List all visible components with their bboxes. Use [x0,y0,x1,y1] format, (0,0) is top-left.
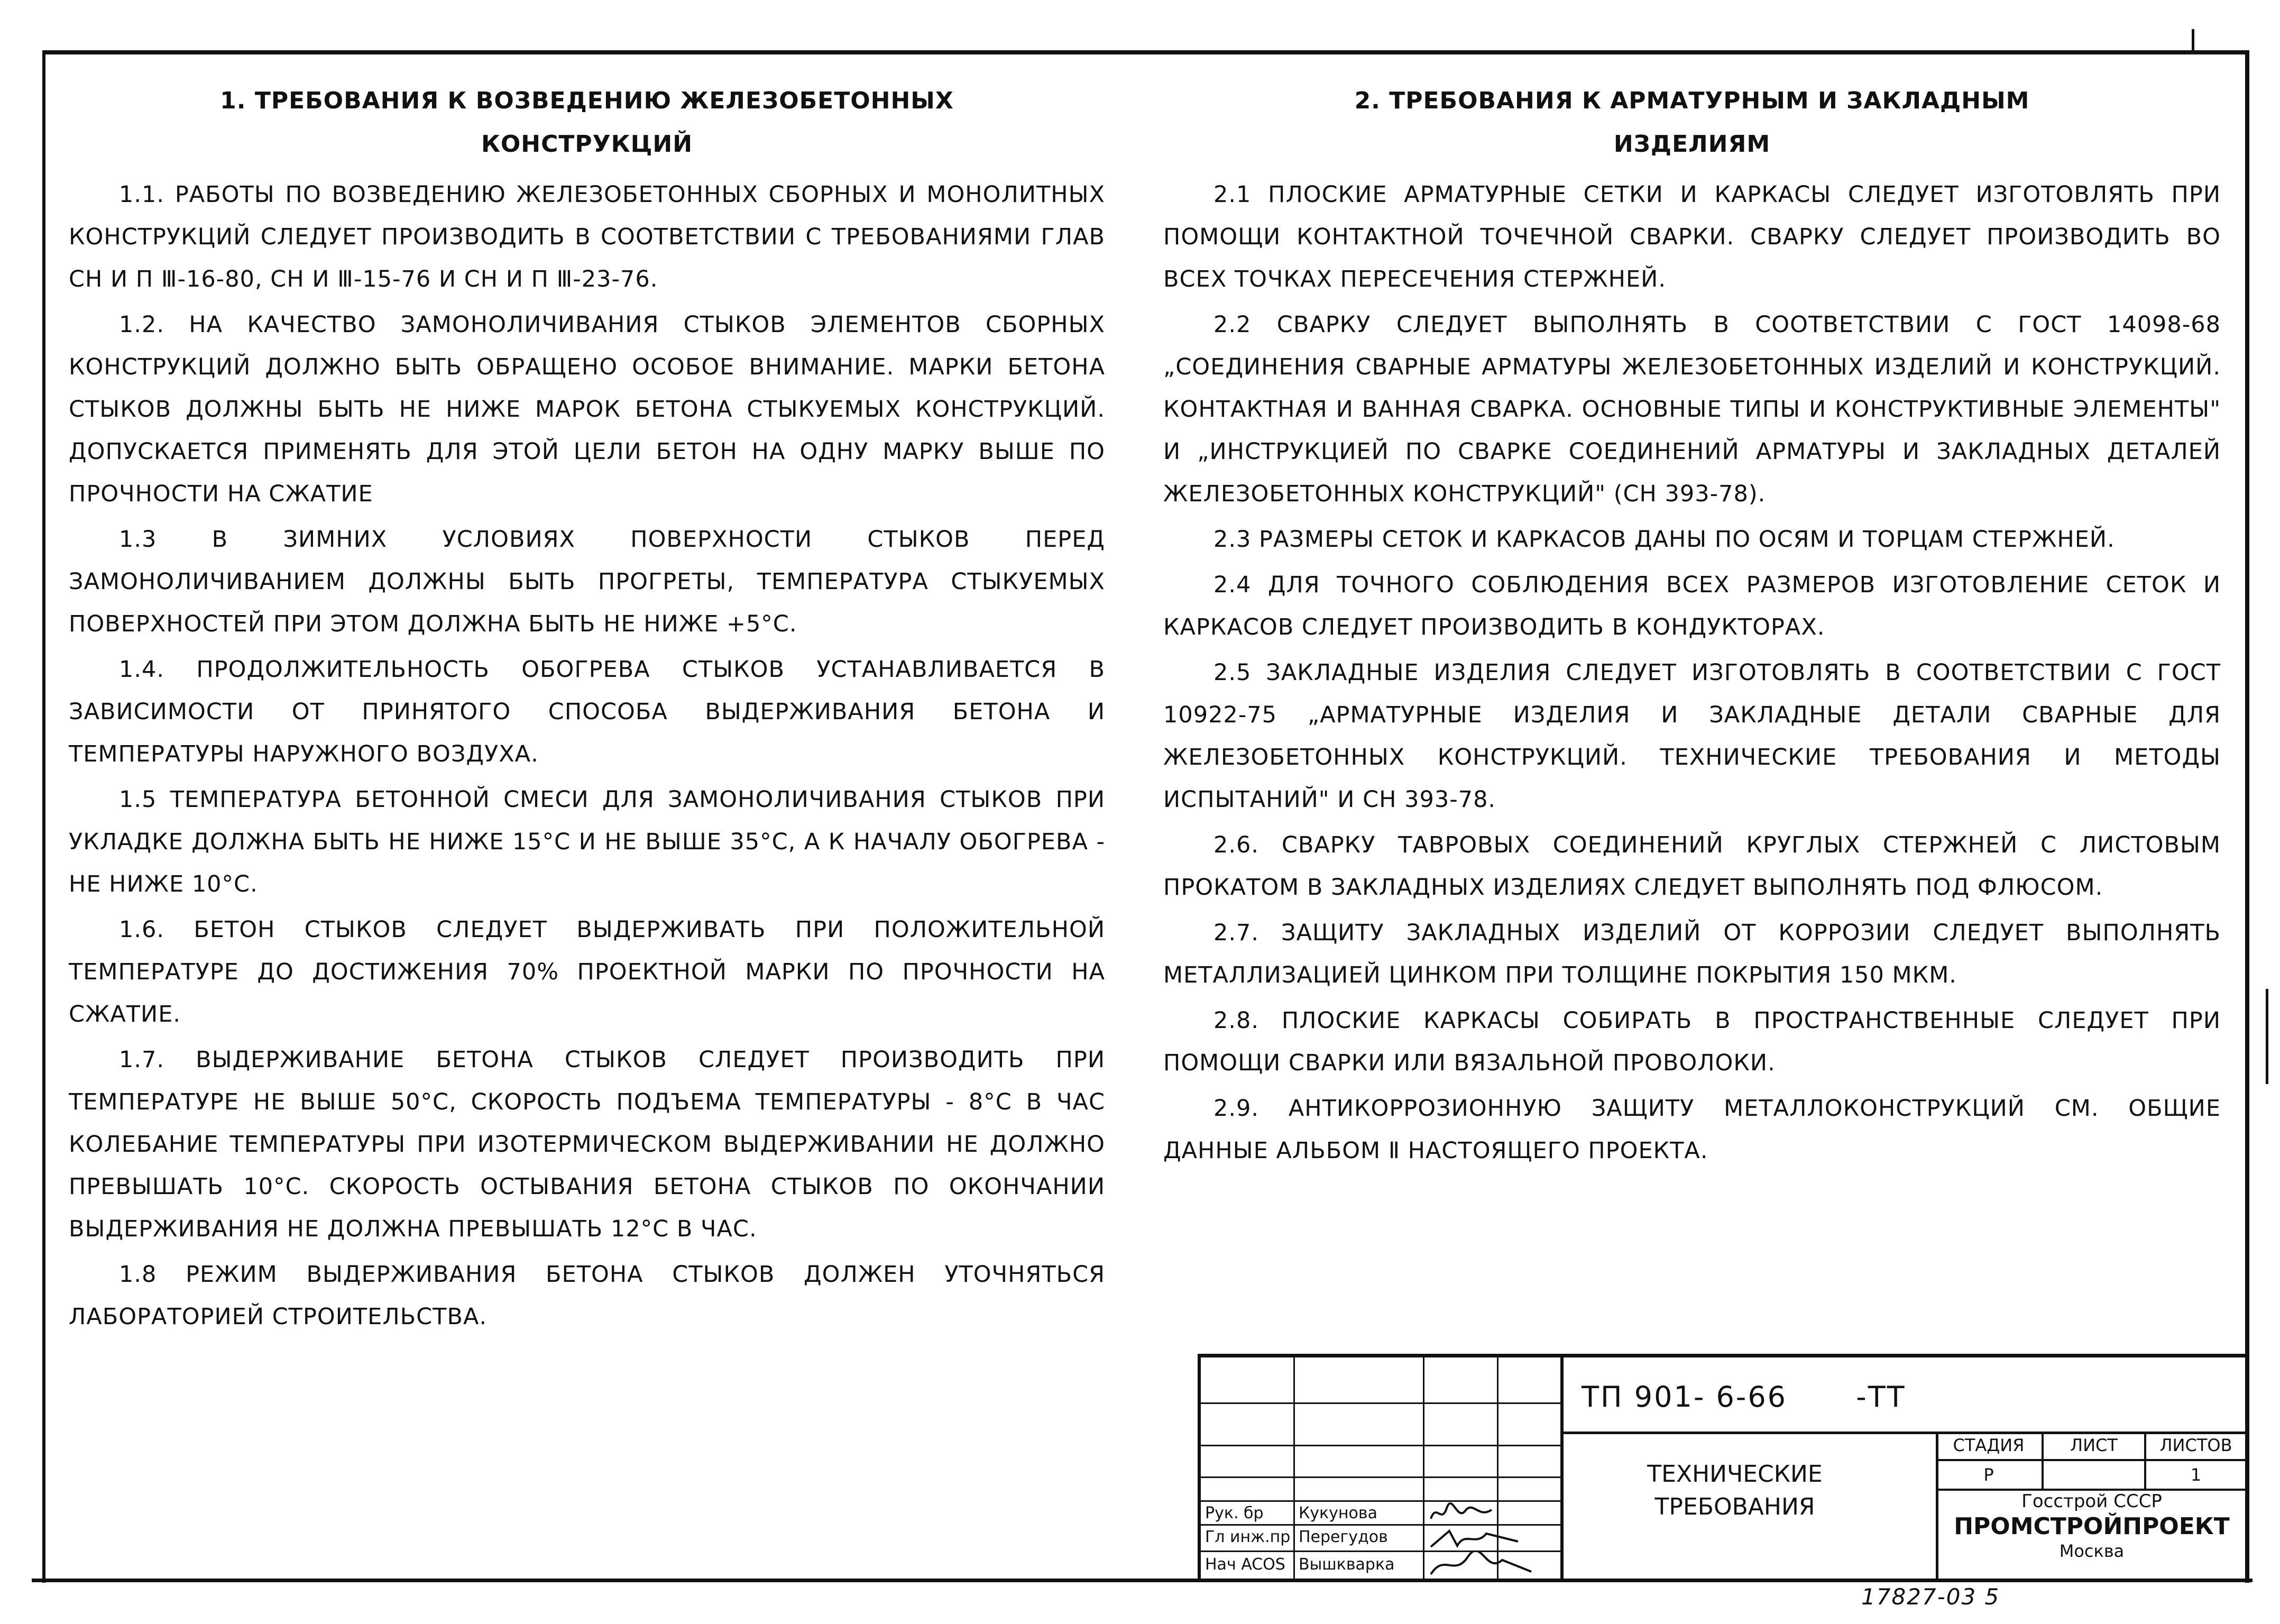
drawing-name: ТЕХНИЧЕСКИЕ ТРЕБОВАНИЯ [1647,1461,1823,1520]
section-2-heading [1163,79,2221,166]
grid-rule [1293,1357,1295,1582]
section-1 [69,79,1105,1341]
paragraph-1-3: 1.3 В ЗИМНИХ УСЛОВИЯХ ПОВЕРХНОСТИ СТЫКОВ ПЕРЕД ЗАМОНОЛИЧИВАНИЕМ ДОЛЖНЫ БЫТЬ ПРОГРЕТЫ, ТЕМПЕРАТУРА СТЫКУЕМЫХ ПОВЕРХНОСТЕЙ ПРИ ЭТОМ ДОЛЖНА БЫТЬ НЕ НИЖЕ +5°С. [69,526,1105,637]
paragraph-2-5: 2.5 ЗАКЛАДНЫЕ ИЗДЕЛИЯ СЛЕДУЕТ ИЗГОТОВЛЯТЬ В СООТВЕТСТВИИ С ГОСТ 10922-75 „АРМАТУРНЫЕ ИЗДЕЛИЯ И ЗАКЛАДНЫЕ ДЕТАЛИ СВАРНЫЕ ДЛЯ ЖЕЛЕЗОБЕТОННЫХ КОНСТРУКЦИЙ. ТЕХНИЧЕСКИЕ ТРЕБОВАНИЯ И МЕТОДЫ ИСПЫТАНИЙ" И СН 393-78. [1163,659,2221,813]
paragraph-2-7: 2.7. ЗАЩИТУ ЗАКЛАДНЫХ ИЗДЕЛИЙ ОТ КОРРОЗИИ СЛЕДУЕТ ВЫПОЛНЯТЬ МЕТАЛЛИЗАЦИЕЙ ЦИНКОМ ПРИ ТОЛЩИНЕ ПОКРЫТИЯ 150 МКМ. [1163,920,2221,988]
paragraph-2-2: 2.2 СВАРКУ СЛЕДУЕТ ВЫПОЛНЯТЬ В СООТВЕТСТВИИ С ГОСТ 14098-68 „СОЕДИНЕНИЯ СВАРНЫЕ АРМАТУРЫ ЖЕЛЕЗОБЕТОННЫХ ИЗДЕЛИЙ И КОНСТРУКЦИЙ. КОНТАКТНАЯ И ВАННАЯ СВАРКА. ОСНОВНЫЕ ТИПЫ И КОНСТРУКТИВНЫЕ ЭЛЕМЕНТЫ" И „ИНСТРУКЦИЕЙ ПО СВАРКЕ СОЕДИНЕНИЙ АРМАТУРЫ И ЗАКЛАДНЫХ ДЕТАЛЕЙ ЖЕЛЕЗОБЕТОННЫХ КОНСТРУКЦИЙ" (СН 393-78). [1163,311,2221,507]
signature-name: Перегудов [1299,1528,1388,1546]
signature-grid [1201,1357,1560,1582]
sheet-corner-mark [2192,29,2194,53]
sheet-header: ЛИСТ [2044,1432,2146,1459]
sheet-value [2044,1461,2146,1489]
section-1-heading [69,79,1105,166]
grid-rule [1201,1500,1560,1502]
organization-name: ПРОМСТРОЙПРОЕКТ [1954,1513,2230,1540]
signature-name: Вышкварка [1299,1555,1395,1574]
organization-ministry: Госстрой СССР [2021,1491,2162,1512]
document-code-number: ТП 901- 6-66 [1582,1380,1788,1414]
handwritten-signature [1428,1500,1497,1527]
paragraph-2-4: 2.4 ДЛЯ ТОЧНОГО СОБЛЮДЕНИЯ ВСЕХ РАЗМЕРОВ ИЗГОТОВЛЕНИЕ СЕТОК И КАРКАСОВ СЛЕДУЕТ ПРОИЗВОДИТЬ В КОНДУКТОРАХ. [1163,572,2221,640]
signature-role: Гл инж.пр [1205,1528,1291,1546]
paragraph-1-6: 1.6. БЕТОН СТЫКОВ СЛЕДУЕТ ВЫДЕРЖИВАТЬ ПРИ ПОЛОЖИТЕЛЬНОЙ ТЕМПЕРАТУРЕ ДО ДОСТИЖЕНИЯ 70% ПРОЕКТНОЙ МАРКИ ПО ПРОЧНОСТИ НА СЖАТИЕ. [69,916,1105,1027]
title-block [1198,1354,2248,1582]
signature-role: Нач ACOS [1205,1555,1285,1574]
grid-rule [1423,1357,1424,1582]
section-2 [1163,79,2221,1175]
paragraph-2-3: 2.3 РАЗМЕРЫ СЕТОК И КАРКАСОВ ДАНЫ ПО ОСЯМ И ТОРЦАМ СТЕРЖНЕЙ. [1213,526,2115,553]
paragraph-1-4: 1.4. ПРОДОЛЖИТЕЛЬНОСТЬ ОБОГРЕВА СТЫКОВ УСТАНАВЛИВАЕТСЯ В ЗАВИСИМОСТИ ОТ ПРИНЯТОГО СПОСОБА ВЫДЕРЖИВАНИЯ БЕТОНА И ТЕМПЕРАТУРЫ НАРУЖНОГО ВОЗДУХА. [69,656,1105,767]
archive-number: 17827-03 5 [1861,1584,2000,1610]
signature-role: Рук. бр [1205,1504,1264,1522]
paragraph-1-2: 1.2. НА КАЧЕСТВО ЗАМОНОЛИЧИВАНИЯ СТЫКОВ ЭЛЕМЕНТОВ СБОРНЫХ КОНСТРУКЦИЙ ДОЛЖНО БЫТЬ ОБРАЩЕНО ОСОБОЕ ВНИМАНИЕ. МАРКИ БЕТОНА СТЫКОВ ДОЛЖНЫ БЫТЬ НЕ НИЖЕ МАРОК БЕТОНА СТЫКУЕМЫХ КОНСТРУКЦИЙ. ДОПУСКАЕТСЯ ПРИМЕНЯТЬ ДЛЯ ЭТОЙ ЦЕЛИ БЕТОН НА ОДНУ МАРКУ ВЫШЕ ПО ПРОЧНОСТИ НА СЖАТИЕ [69,311,1105,507]
sheet-edge-mark [2266,989,2268,1084]
handwritten-signature [1428,1550,1534,1580]
section-2-heading-line2: ИЗДЕЛИЯМ [1613,131,1771,158]
paragraph-2-9: 2.9. АНТИКОРРОЗИОННУЮ ЗАЩИТУ МЕТАЛЛОКОНСТРУКЦИЙ СМ. ОБЩИЕ ДАННЫЕ АЛЬБОМ Ⅱ НАСТОЯЩЕГО ПРОЕКТА. [1163,1095,2221,1164]
grid-rule [1201,1402,1560,1404]
sheets-header: ЛИСТОВ [2159,1435,2232,1455]
title-block-divider [1560,1357,1564,1582]
stage-table-header [1936,1432,2248,1461]
paragraph-1-1: 1.1. РАБОТЫ ПО ВОЗВЕДЕНИЮ ЖЕЛЕЗОБЕТОННЫХ СБОРНЫХ И МОНОЛИТНЫХ КОНСТРУКЦИЙ СЛЕДУЕТ ПРОИЗВОДИТЬ В СООТВЕТСТВИИ С ТРЕБОВАНИЯМИ ГЛАВ СН И П Ⅲ-16-80, СН И Ⅲ-15-76 И СН И П Ⅲ-23-76. [69,181,1105,292]
paragraph-2-1: 2.1 ПЛОСКИЕ АРМАТУРНЫЕ СЕТКИ И КАРКАСЫ СЛЕДУЕТ ИЗГОТОВЛЯТЬ ПРИ ПОМОЩИ КОНТАКТНОЙ ТОЧЕЧНОЙ СВАРКИ. СВАРКУ СЛЕДУЕТ ПРОИЗВОДИТЬ ВО ВСЕХ ТОЧКАХ ПЕРЕСЕЧЕНИЯ СТЕРЖНЕЙ. [1163,181,2221,292]
paragraph-2-8: 2.8. ПЛОСКИЕ КАРКАСЫ СОБИРАТЬ В ПРОСТРАНСТВЕННЫЕ СЛЕДУЕТ ПРИ ПОМОЩИ СВАРКИ ИЛИ ВЯЗАЛЬНОЙ ПРОВОЛОКИ. [1163,1007,2221,1076]
stage-value: Р [1936,1461,2044,1489]
stage-header: СТАДИЯ [1936,1432,2044,1459]
section-2-heading-line1: 2. ТРЕБОВАНИЯ К АРМАТУРНЫМ И ЗАКЛАДНЫМ [1354,87,2030,114]
organization-city: Москва [2059,1541,2125,1561]
grid-rule [1201,1445,1560,1446]
organization-stamp [1936,1490,2248,1562]
document-code [1582,1371,2216,1424]
sheets-value: 1 [2190,1465,2202,1485]
section-1-heading-line2: КОНСТРУКЦИЙ [481,131,693,158]
section-1-heading-line1: 1. ТРЕБОВАНИЯ К ВОЗВЕДЕНИЮ ЖЕЛЕЗОБЕТОННЫХ [220,87,954,114]
grid-rule [1201,1476,1560,1478]
paragraph-1-7: 1.7. ВЫДЕРЖИВАНИЕ БЕТОНА СТЫКОВ СЛЕДУЕТ ПРОИЗВОДИТЬ ПРИ ТЕМПЕРАТУРЕ НЕ ВЫШЕ 50°С, СКОРОСТЬ ПОДЪЕМА ТЕМПЕРАТУРЫ - 8°С В ЧАС КОЛЕБАНИЕ ТЕМПЕРАТУРЫ ПРИ ИЗОТЕРМИЧЕСКОМ ВЫДЕРЖИВАНИИ НЕ ДОЛЖНО ПРЕВЫШАТЬ 10°С. СКОРОСТЬ ОСТЫВАНИЯ БЕТОНА СТЫКОВ ПО ОКОНЧАНИИ ВЫДЕРЖИВАНИЯ НЕ ДОЛЖНА ПРЕВЫШАТЬ 12°С В ЧАС. [69,1047,1105,1242]
paragraph-2-6: 2.6. СВАРКУ ТАВРОВЫХ СОЕДИНЕНИЙ КРУГЛЫХ СТЕРЖНЕЙ С ЛИСТОВЫМ ПРОКАТОМ В ЗАКЛАДНЫХ ИЗДЕЛИЯХ СЛЕДУЕТ ВЫПОЛНЯТЬ ПОД ФЛЮСОМ. [1163,832,2221,901]
stage-table [1936,1432,2248,1491]
stage-table-values [1936,1461,2248,1491]
paragraph-1-8: 1.8 РЕЖИМ ВЫДЕРЖИВАНИЯ БЕТОНА СТЫКОВ ДОЛЖЕН УТОЧНЯТЬСЯ ЛАБОРАТОРИЕЙ СТРОИТЕЛЬСТВА. [69,1261,1105,1330]
signature-name: Кукунова [1299,1504,1377,1522]
handwritten-signature [1428,1526,1523,1552]
document-code-suffix: -ТТ [1856,1380,1906,1414]
bottom-rule [32,1579,2253,1582]
paragraph-1-5: 1.5 ТЕМПЕРАТУРА БЕТОННОЙ СМЕСИ ДЛЯ ЗАМОНОЛИЧИВАНИЯ СТЫКОВ ПРИ УКЛАДКЕ ДОЛЖНА БЫТЬ НЕ НИЖЕ 15°С И НЕ ВЫШЕ 35°С, А К НАЧАЛУ ОБОГРЕВА - НЕ НИЖЕ 10°С. [69,786,1105,897]
